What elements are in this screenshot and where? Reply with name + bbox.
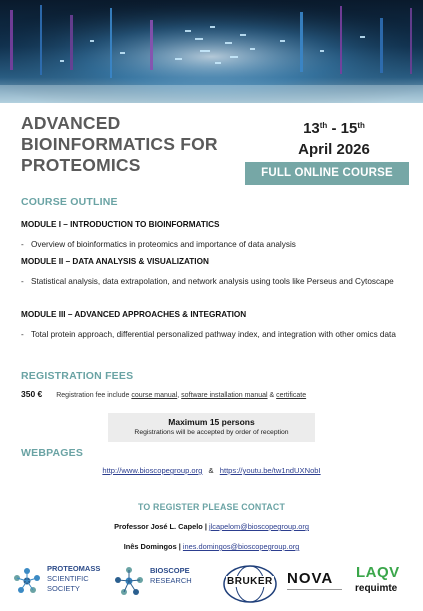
course-dates — [270, 117, 398, 160]
fee-separator: , — [177, 392, 180, 399]
contact-heading: TO REGISTER PLEASE CONTACT — [137, 502, 286, 512]
month-year: April 2026 — [298, 141, 370, 158]
fee-row — [21, 389, 306, 399]
end-day: 15 — [340, 120, 358, 137]
bioscope-logo — [150, 566, 192, 586]
start-day: 13 — [303, 120, 320, 137]
bioscope-logo-line: RESEARCH — [150, 576, 192, 585]
date-dash: - — [331, 120, 337, 137]
fee-item-software-manual: software installation manual — [181, 392, 268, 399]
nova-logo: NOVA — [287, 570, 334, 587]
fee-amount: 350 € — [21, 389, 43, 399]
contact-email-link[interactable]: ines.domingos@bioscopegroup.org — [182, 542, 300, 551]
online-course-badge: FULL ONLINE COURSE — [245, 162, 409, 185]
proteomass-molecule-icon — [12, 566, 42, 596]
order-note: Registrations will be accepted by order of reception — [134, 429, 289, 436]
end-day-suffix: th — [357, 121, 365, 130]
bioscope-logo-line: BIOSCOPE — [150, 566, 190, 575]
proteomass-logo-line: SOCIETY — [47, 584, 80, 593]
contact-person — [0, 522, 423, 531]
fee-includes-prefix: Registration fee include — [56, 392, 130, 399]
webpage-links — [0, 466, 423, 475]
module-3-description: Total protein approach, differential personalized pathway index, and integration with other omics data — [31, 330, 396, 339]
nova-subtitle-rule — [287, 589, 342, 594]
course-title-line: PROTEOMICS — [21, 155, 141, 175]
module-2-bullet — [21, 273, 401, 290]
contact-separator: | — [178, 542, 181, 551]
proteomass-logo-line: SCIENTIFIC — [47, 574, 89, 583]
bioscope-website-link[interactable]: http://www.bioscopegroup.org — [102, 466, 203, 475]
course-title-line: BIOINFORMATICS FOR — [21, 134, 218, 154]
capacity-box — [108, 413, 315, 442]
module-2-description: Statistical analysis, data extrapolation, and network analysis using tools like Perseus and Cytoscape — [31, 277, 394, 286]
registration-fees-heading: REGISTRATION FEES — [21, 370, 134, 382]
proteomass-logo — [47, 564, 100, 594]
link-separator: & — [208, 466, 214, 475]
course-title-line: ADVANCED — [21, 113, 121, 133]
partner-logos — [0, 562, 423, 607]
module-1-description: Overview of bioinformatics in proteomics and importance of data analysis — [31, 240, 296, 249]
proteomass-logo-line: PROTEOMASS — [47, 564, 101, 573]
server-lights-graphic — [0, 0, 423, 103]
bullet-dot: - — [21, 277, 24, 286]
max-persons: Maximum 15 persons — [168, 417, 255, 427]
bruker-logo: BRUKER — [227, 576, 273, 587]
hero-image — [0, 0, 423, 103]
module-3-bullet — [21, 326, 401, 343]
contact-person — [0, 542, 423, 551]
contact-name: Professor José L. Capelo — [114, 522, 203, 531]
requimte-logo: requimte — [355, 583, 398, 594]
bioscope-molecule-icon — [114, 566, 144, 596]
start-day-suffix: th — [319, 121, 328, 130]
module-2-title: MODULE II – DATA ANALYSIS & VISUALIZATION — [21, 257, 209, 266]
contact-separator: | — [204, 522, 207, 531]
course-title — [21, 113, 261, 176]
module-3-title: MODULE III – ADVANCED APPROACHES & INTEGRATION — [21, 310, 247, 319]
bullet-dot: - — [21, 240, 24, 249]
fee-separator: & — [269, 392, 275, 399]
laqv-logo: LAQV — [356, 564, 400, 581]
fee-item-course-manual: course manual — [131, 392, 178, 399]
course-outline-heading: COURSE OUTLINE — [21, 196, 118, 208]
youtube-link[interactable]: https://youtu.be/tw1ndUXNobI — [219, 466, 321, 475]
fee-item-certificate: certificate — [276, 392, 307, 399]
bullet-dot: - — [21, 330, 24, 339]
contact-email-link[interactable]: jlcapelom@bioscopegroup.org — [208, 522, 309, 531]
webpages-heading: WEBPAGES — [21, 447, 84, 459]
module-1-bullet — [21, 236, 401, 253]
module-1-title: MODULE I – INTRODUCTION TO BIOINFORMATICS — [21, 220, 220, 229]
contact-name: Inês Domingos — [123, 542, 177, 551]
